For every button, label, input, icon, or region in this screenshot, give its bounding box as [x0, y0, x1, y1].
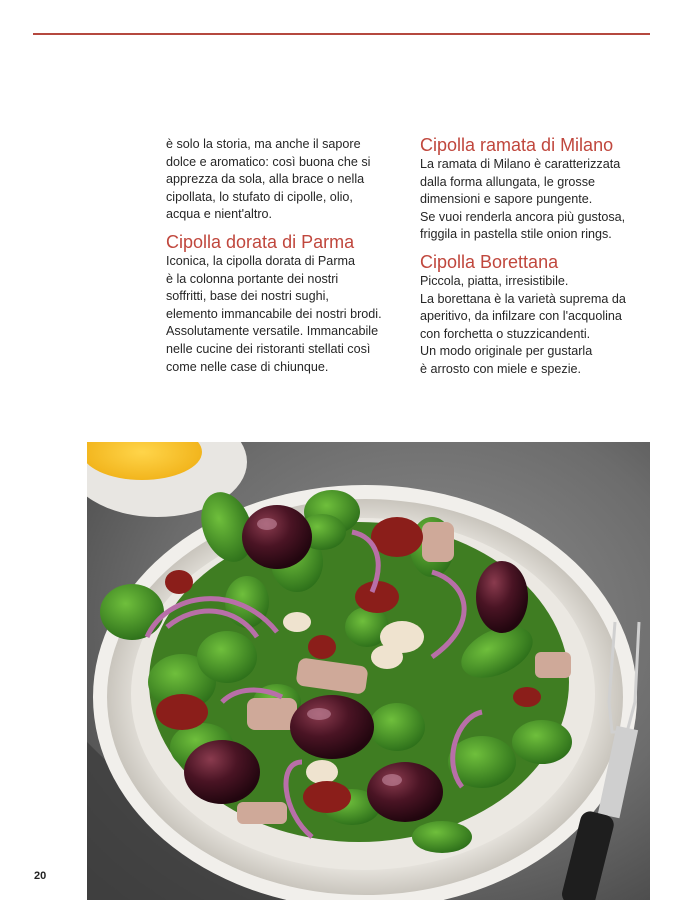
text-line: Iconica, la cipolla dorata di Parma [166, 253, 356, 268]
section-title-borettana: Cipolla Borettana [420, 251, 559, 272]
text-line: Piccola, piatta, irresistibile. [420, 273, 569, 288]
text-line: nelle cucine dei ristoranti stellati così [166, 341, 371, 356]
section-body-borettana [420, 273, 660, 379]
text-line: come nelle case di chiunque. [166, 359, 329, 374]
right-column [420, 136, 660, 379]
text-line: con forchetta o stuzzicandenti. [420, 326, 591, 341]
text-line: è la colonna portante dei nostri [166, 271, 339, 286]
text-line: è arrosto con miele e spezie. [420, 361, 582, 376]
text-line: apprezza da sola, alla brace o nella [166, 172, 365, 187]
left-column [166, 136, 406, 376]
text-line: è solo la storia, ma anche il sapore [166, 137, 361, 151]
text-line: soffritti, base dei nostri sughi, [166, 289, 329, 304]
text-line: La ramata di Milano è caratterizzata [420, 157, 621, 171]
text-line: La borettana è la varietà suprema da [420, 291, 626, 306]
section-body-dorata [166, 253, 406, 376]
text-line: aperitivo, da infilzare con l'acquolina [420, 309, 622, 324]
text-line: elemento immancabile dei nostri brodi. [166, 306, 382, 321]
text-line: dalla forma allungata, le grosse [420, 174, 596, 189]
text-line: Se vuoi renderla ancora più gustosa, [420, 209, 626, 224]
text-line: friggila in pastella stile onion rings. [420, 227, 612, 242]
top-rule [33, 33, 650, 35]
text-line: acqua e nient'altro. [166, 207, 273, 222]
section-title-ramata: Cipolla ramata di Milano [420, 135, 614, 155]
page-number: 20 [34, 870, 47, 882]
salad-bowl-illustration [87, 442, 650, 900]
section-title-dorata: Cipolla dorata di Parma [166, 231, 355, 252]
text-line: dolce e aromatico: così buona che si [166, 154, 371, 169]
section-body-ramata [420, 156, 660, 244]
text-line: cipollata, lo stufato di cipolle, olio, [166, 189, 353, 204]
text-line: dimensioni e sapore pungente. [420, 192, 593, 207]
intro-paragraph [166, 136, 406, 224]
salad-photo [87, 442, 650, 900]
text-line: Assolutamente versatile. Immancabile [166, 324, 379, 339]
text-line: Un modo originale per gustarla [420, 344, 593, 359]
